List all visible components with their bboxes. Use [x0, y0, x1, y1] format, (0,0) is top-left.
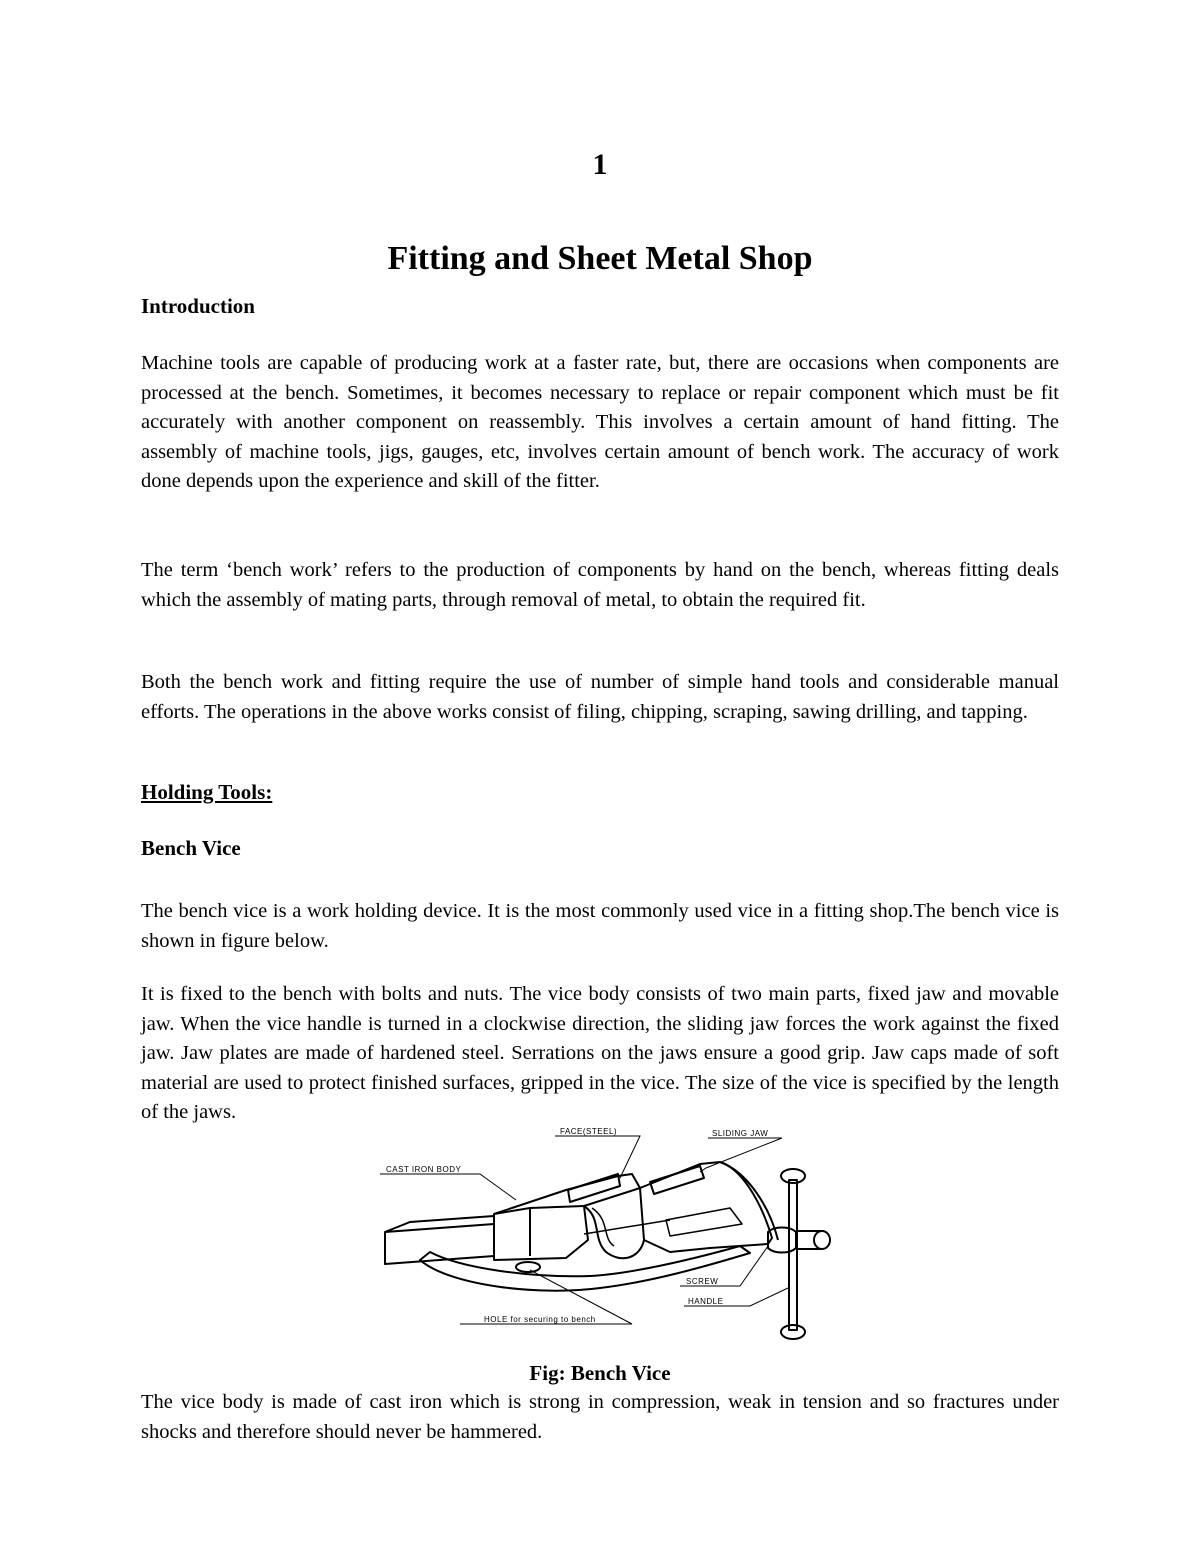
label-face: FACE(STEEL) — [560, 1128, 618, 1136]
bench-vice-heading: Bench Vice — [141, 836, 241, 860]
closing-paragraph: The vice body is made of cast iron which is strong in compression, weak in tension and so fractures under shocks and therefore should never be hammered. — [141, 1391, 1059, 1443]
intro-paragraph-1: Machine tools are capable of producing work at a faster rate, but, there are occasions when components are processed at the bench. Sometimes, it becomes necessary to replace or repair component which must be fit accurately with another component on reassembly. This involves a certain amount of hand fitting. The assembly of machine tools, jigs, gauges, etc, involves certain amount of bench work. The accuracy of work done depends upon the experience and skill of the fitter. — [141, 352, 1059, 492]
sliding-jaw-body — [640, 1162, 772, 1252]
intro-paragraph-2: The term ‘bench work’ refers to the production of components by hand on the bench, whereas fitting deals which the assembly of mating parts, through removal of metal, to obtain the required fit. — [141, 559, 1059, 611]
label-handle: HANDLE — [688, 1297, 724, 1306]
screw-boss — [768, 1228, 796, 1253]
holding-tools-heading: Holding Tools: — [141, 780, 273, 804]
intro-paragraph-3: Both the bench work and fitting require the use of number of simple hand tools and considerable manual efforts. The operations in the above works consist of filing, chipping, scraping, sawing drilling, and tapping. — [141, 671, 1059, 723]
handle-bottom-knob — [781, 1325, 805, 1339]
label-cast-iron-body: CAST IRON BODY — [386, 1165, 462, 1174]
screw-end — [814, 1231, 830, 1249]
vice-anvil — [385, 1224, 494, 1264]
label-hole: HOLE for securing to bench — [484, 1315, 596, 1324]
chapter-number: 1 — [592, 148, 608, 181]
bench-vice-paragraph-1: The bench vice is a work holding device. It is the most commonly used vice in a fitting shop.The bench vice is shown in figure below. — [141, 900, 1059, 952]
bench-vice-drawing — [385, 1162, 830, 1339]
figure-caption: Fig: Bench Vice — [529, 1361, 671, 1385]
label-screw: SCREW — [686, 1277, 719, 1286]
label-sliding-jaw: SLIDING JAW — [712, 1129, 769, 1138]
bench-vice-figure — [370, 1128, 840, 1350]
vice-handle — [789, 1180, 797, 1330]
page-title: Fitting and Sheet Metal Shop — [387, 240, 813, 277]
introduction-heading: Introduction — [141, 294, 255, 318]
mounting-hole — [516, 1262, 540, 1272]
bench-vice-paragraph-2: It is fixed to the bench with bolts and nuts. The vice body consists of two main parts, fixed jaw and movable jaw. When the vice handle is turned in a clockwise direction, the sliding jaw forces the work against the fixed jaw. Jaw plates are made of hardened steel. Serrations on the jaws ensure a good grip. Jaw caps made of soft material are used to protect finished surfaces, gripped in the vice. The size of the vice is specified by the length of the jaws. — [141, 983, 1059, 1123]
